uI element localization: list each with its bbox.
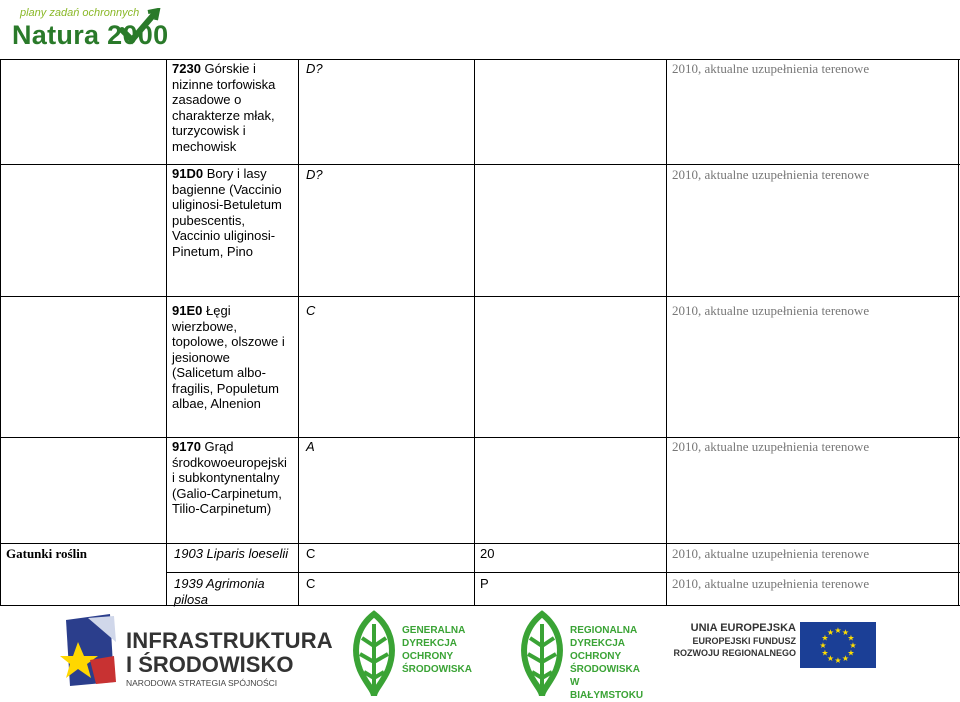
- habitat-code: 7230: [172, 61, 201, 76]
- rdos-line: ŚRODOWISKA: [570, 664, 640, 675]
- grade-cell: A: [306, 439, 315, 454]
- row-divider: [0, 296, 960, 297]
- star-icon: ★: [819, 641, 827, 650]
- rdos-line: REGIONALNA: [570, 625, 638, 636]
- col-divider: [0, 59, 1, 606]
- natura2000-logo: [0, 0, 169, 52]
- star-icon: ★: [821, 633, 829, 643]
- note-cell: 2010, aktualne uzupełnienia terenowe: [672, 576, 870, 591]
- eu-text: [656, 622, 796, 668]
- gdos-text: [402, 624, 472, 676]
- star-icon: ★: [841, 628, 850, 637]
- grade-cell: C: [306, 546, 316, 561]
- star-icon: ★: [834, 656, 842, 665]
- habitat-name: Bory i lasy bagienne (Vaccinio uliginosi-Betuletum pubescentis, Vaccinio uliginosi-Pinetum, Pino: [172, 166, 282, 259]
- eu-stars: [800, 622, 876, 668]
- note-cell: 2010, aktualne uzupełnienia terenowe: [672, 439, 870, 454]
- col-divider: [166, 59, 167, 606]
- habitat-name: Łęgi wierzbowe, topolowe, olszowe i jesionowe (Salicetum albo-fragilis, Populetum albae, Alnenion: [172, 303, 285, 411]
- habitat-code: 9170: [172, 439, 201, 454]
- star-icon: ★: [847, 633, 855, 643]
- habitat-cell: [172, 303, 287, 412]
- col-divider: [958, 59, 959, 606]
- gdos-line: GENERALNA: [402, 625, 466, 636]
- habitat-code: 91D0: [172, 166, 204, 181]
- habitat-cell: [172, 61, 287, 154]
- star-icon: ★: [821, 648, 829, 658]
- infra-line1: INFRASTRUKTURA: [126, 628, 333, 653]
- habitat-name: Grąd środkowoeuropejski i subkontynentalny (Galio-Carpinetum, Tilio-Carpinetum): [172, 439, 287, 516]
- logo-tagline: plany zadań ochronnych: [20, 7, 140, 19]
- leaf-icon: [350, 610, 398, 698]
- habitat-code: 91E0: [172, 303, 203, 318]
- plants-label: Gatunki roślin: [6, 546, 88, 561]
- habitat-cell: [172, 439, 287, 517]
- col-divider: [474, 59, 475, 606]
- logo-wordmark: Natura 2000: [12, 20, 169, 50]
- habitat-name: Górskie i nizinne torfowiska zasadowe o charakterze młak, turzycowisk i mechowisk: [172, 61, 276, 154]
- infrastruktura-logo: [60, 612, 333, 692]
- star-icon: ★: [826, 628, 835, 637]
- leaf-icon: [518, 610, 566, 698]
- grade-cell: D?: [306, 167, 323, 182]
- rdos-text: [570, 624, 648, 702]
- eu-flag-icon: [800, 622, 876, 668]
- table-top-border: [0, 59, 960, 60]
- note-cell: 2010, aktualne uzupełnienia terenowe: [672, 167, 870, 182]
- row-divider: [0, 437, 960, 438]
- row-divider: [0, 543, 960, 544]
- star-icon: ★: [826, 654, 835, 663]
- star-icon: ★: [834, 626, 842, 635]
- rdos-line: W BIAŁYMSTOKU: [570, 677, 644, 701]
- rdos-line: OCHRONY: [570, 651, 622, 662]
- eu-line2: EUROPEJSKI FUNDUSZ: [692, 636, 796, 646]
- grade-cell: C: [306, 303, 316, 318]
- note-cell: 2010, aktualne uzupełnienia terenowe: [672, 546, 870, 561]
- gdos-line: DYREKCJA: [402, 638, 458, 649]
- star-icon: ★: [849, 641, 857, 650]
- count-cell: 20: [480, 546, 495, 561]
- count-cell: P: [480, 576, 489, 591]
- gdos-line: OCHRONY: [402, 651, 454, 662]
- habitat-cell: [172, 166, 287, 259]
- eu-line3: ROZWOJU REGIONALNEGO: [673, 648, 796, 658]
- infra-line2: I ŚRODOWISKO: [126, 652, 294, 677]
- species-cell: 1903 Liparis loeselii: [174, 546, 289, 561]
- row-divider: [166, 572, 960, 573]
- col-divider: [298, 59, 299, 606]
- note-cell: 2010, aktualne uzupełnienia terenowe: [672, 61, 870, 76]
- star-icon: ★: [847, 648, 855, 658]
- col-divider: [666, 59, 667, 606]
- grade-cell: D?: [306, 61, 323, 76]
- flag-star-icon: [60, 612, 120, 688]
- species-cell: 1939 Agrimonia pilosa: [174, 576, 265, 607]
- row-divider: [0, 164, 960, 165]
- gdos-logo: [350, 610, 472, 698]
- note-cell: 2010, aktualne uzupełnienia terenowe: [672, 303, 870, 318]
- rdos-logo: [518, 610, 648, 701]
- infra-sub: NARODOWA STRATEGIA SPÓJNOŚCI: [126, 678, 278, 688]
- checkmark-icon: [118, 8, 162, 48]
- table-bottom-border: [0, 605, 960, 606]
- rdos-line: DYREKCJA: [570, 638, 626, 649]
- star-icon: ★: [841, 654, 850, 663]
- grade-cell: C: [306, 576, 316, 591]
- eu-line1: UNIA EUROPEJSKA: [690, 622, 796, 634]
- gdos-line: ŚRODOWISKA: [402, 664, 472, 675]
